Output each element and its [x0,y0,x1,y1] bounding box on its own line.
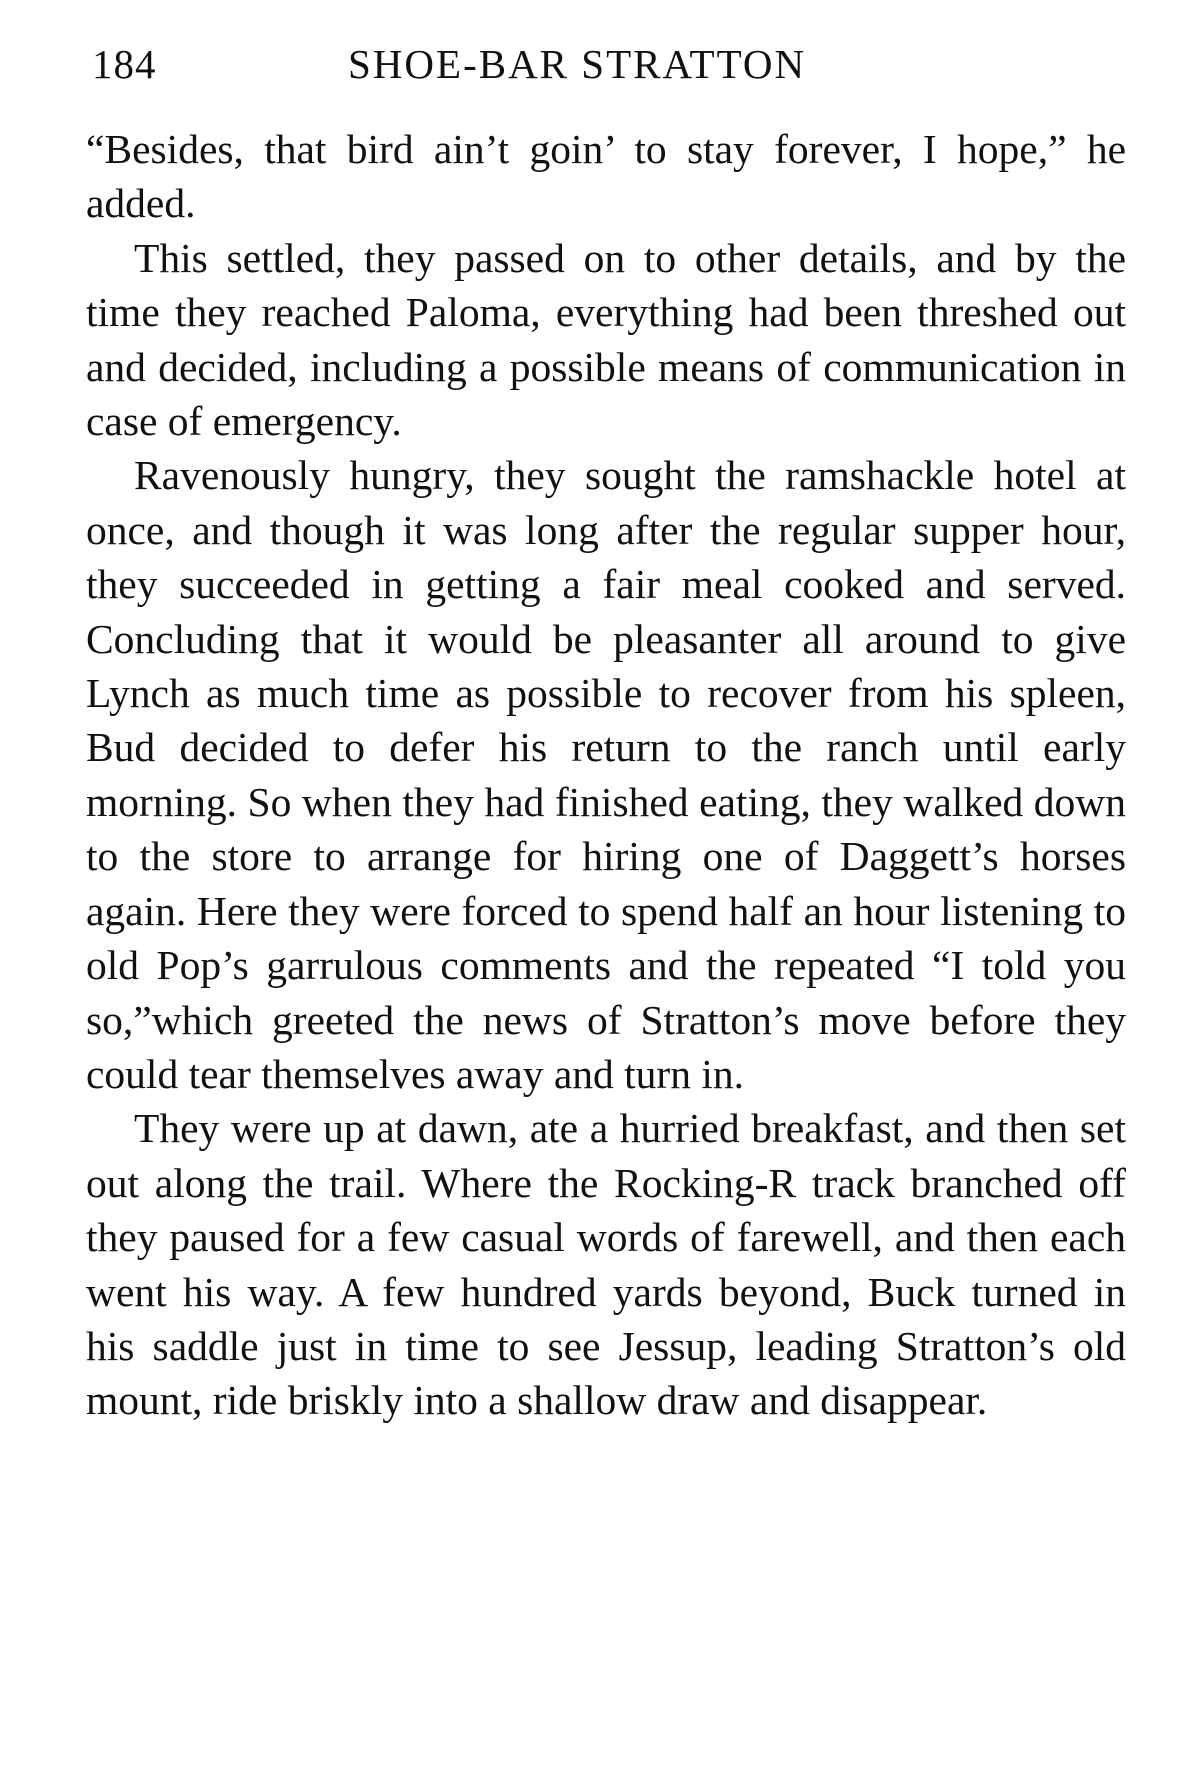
paragraph-3: Ravenously hungry, they sought the ramshackle hotel at once, and though it was long after the regular supper hour, they succeeded in getting a fair meal cooked and served. Concluding that it would be pleasanter all around to give Lynch as much time as possible to recover from his spleen, Bud decided to defer his return to the ranch until early morning. So when they had finished eating, they walked down to the store to arrange for hiring one of Daggett’s horses again. Here they were forced to spend half an hour listening to old Pop’s garrulous comments and the repeated “I told you so,”which greeted the news of Stratton’s move before they could tear themselves away and turn in. [86,452,1126,1097]
paragraph-1: “Besides, that bird ain’t goin’ to stay forever, I hope,” he added. [86,126,1126,227]
running-title: SHOE-BAR STRATTON [348,41,807,87]
body-text [86,122,1126,1428]
paragraph-2: This settled, they passed on to other details, and by the time they reached Paloma, everything had been threshed out and decided, including a possible means of communication in case of emergency. [86,234,1126,445]
running-head [86,34,1126,98]
book-page [86,34,1126,1428]
paragraph-4: They were up at dawn, ate a hurried breakfast, and then set out along the trail. Where the Rocking-R track branched off they paused for a few casual words of farewell, and then each went his way. A few hundred yards beyond, Buck turned in his saddle just in time to see Jessup, leading Stratton’s old mount, ride briskly into a shallow draw and disappear. [86,1105,1126,1424]
page-number: 184 [92,41,157,87]
